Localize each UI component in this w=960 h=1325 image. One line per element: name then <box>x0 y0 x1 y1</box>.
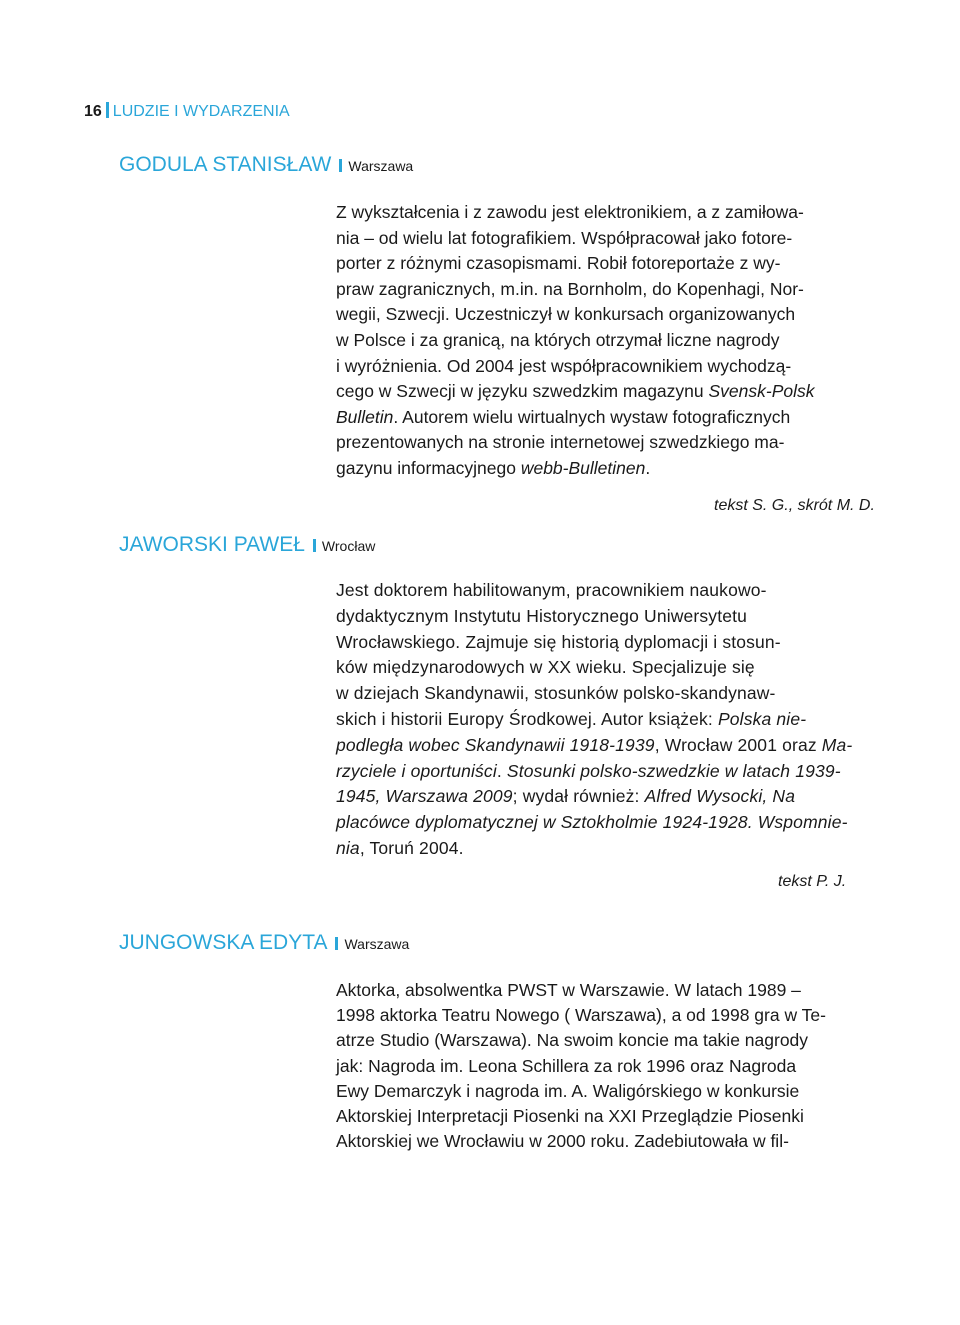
section-title: LUDZIE I WYDARZENIA <box>112 103 290 120</box>
bio-line <box>336 226 841 252</box>
text-run: dydaktycznym Instytutu Historycznego Uniwersytetu <box>336 605 747 626</box>
text-run: Aktorskiej Interpretacji Piosenki na XXI Przeglądzie Piosenki <box>336 1106 804 1127</box>
text-run: . Autorem wielu wirtualnych wystaw fotograficznych <box>393 406 791 427</box>
text-run: wegii, Szwecji. Uczestniczył w konkursach organizowanych <box>336 304 796 325</box>
bio-line <box>336 1028 841 1053</box>
italic-text: placówce dyplomatycznej w Sztokholmie 1924-1928. Wspomnie- <box>336 812 848 833</box>
text-run: Aktorskiej we Wrocławiu w 2000 roku. Zadebiutowała w fil- <box>336 1131 789 1152</box>
text-run: jak: Nagroda im. Leona Schillera za rok 1996 oraz Nagroda <box>336 1055 797 1076</box>
bio-line <box>336 604 841 630</box>
bio-line <box>336 1054 841 1079</box>
italic-text: Polska nie- <box>717 708 807 729</box>
text-run: i wyróżnienia. Od 2004 jest współpracownikiem wychodzą- <box>336 355 792 376</box>
bio-line <box>336 578 841 604</box>
page-number: 16 <box>84 103 102 120</box>
entry-heading-jungowska <box>119 929 409 958</box>
text-run: Aktorka, absolwentka PWST w Warszawie. W latach 1989 – <box>336 980 801 1000</box>
person-name: JUNGOWSKA EDYTA <box>119 931 328 954</box>
bio-line <box>336 1003 841 1028</box>
bio-line <box>336 707 841 733</box>
bio-line <box>336 1104 841 1129</box>
divider-bar <box>335 937 338 950</box>
bio-line <box>336 978 841 1003</box>
person-city: Warszawa <box>344 936 410 952</box>
italic-text: Alfred Wysocki, Na <box>644 786 796 807</box>
italic-text: Ma- <box>821 734 853 755</box>
text-run: Z wykształcenia i z zawodu jest elektronikiem, a z zamiłowa- <box>336 202 804 222</box>
bio-line <box>336 681 841 707</box>
text-run: w dziejach Skandynawii, stosunków polsko-skandynaw- <box>336 683 776 704</box>
bio-line <box>336 456 841 482</box>
person-name: JAWORSKI PAWEŁ <box>119 533 305 556</box>
bio-line <box>336 630 841 656</box>
text-run: gazynu informacyjnego <box>336 457 521 478</box>
text-run: cego w Szwecji w języku szwedzkim magazynu <box>336 381 709 402</box>
person-city: Wrocław <box>321 538 376 554</box>
text-run: porter z różnymi czasopismami. Robił fotoreportaże z wy- <box>336 253 781 274</box>
person-name: GODULA STANISŁAW <box>119 153 332 176</box>
entry-heading-godula <box>119 151 413 180</box>
text-run: prezentowanych na stronie internetowej szwedzkiego ma- <box>336 432 785 453</box>
text-run: . <box>496 760 507 781</box>
text-run: Ewy Demarczyk i nagroda im. A. Waligórskiego w konkursie <box>336 1080 800 1101</box>
page-header <box>84 100 290 124</box>
text-run: Jest doktorem habilitowanym, pracownikiem naukowo- <box>336 580 767 600</box>
text-run: ków międzynarodowych w XX wieku. Specjalizuje się <box>336 657 755 678</box>
text-credit-jaworski: tekst P. J. <box>778 873 847 890</box>
bio-line <box>336 328 841 354</box>
text-run: skich i historii Europy Środkowej. Autor książek: <box>336 708 718 729</box>
bio-line <box>336 836 841 862</box>
bio-line <box>336 302 841 328</box>
entry-heading-jaworski <box>119 531 375 560</box>
text-run: w Polsce i za granicą, na których otrzymał liczne nagrody <box>336 329 780 350</box>
bio-line <box>336 405 841 431</box>
text-run: ; wydał również: <box>512 786 645 807</box>
bio-line <box>336 1129 841 1154</box>
divider-bar <box>313 539 316 552</box>
text-run: Wrocławskiego. Zajmuje się historią dyplomacji i stosun- <box>336 631 781 652</box>
italic-text: nia <box>336 837 360 858</box>
bio-text-jaworski <box>336 578 853 862</box>
bio-line <box>336 277 841 303</box>
bio-line <box>336 430 841 456</box>
bio-line <box>336 379 841 405</box>
italic-text: podległa wobec Skandynawii 1918-1939 <box>336 734 655 755</box>
bio-line <box>336 733 853 759</box>
bio-line <box>336 251 841 277</box>
italic-text: rzyciele i oportuniści <box>336 760 497 781</box>
text-run: praw zagranicznych, m.in. na Bornholm, do Kopenhagi, Nor- <box>336 278 804 299</box>
bio-line <box>336 200 841 226</box>
bio-line <box>336 354 841 380</box>
bio-line <box>336 1079 841 1104</box>
text-run: 1998 aktorka Teatru Nowego ( Warszawa), a od 1998 gra w Te- <box>336 1005 826 1026</box>
person-city: Warszawa <box>348 158 414 174</box>
text-run: , Toruń 2004. <box>359 837 464 858</box>
text-run: atrze Studio (Warszawa). Na swoim koncie ma takie nagrody <box>336 1030 809 1051</box>
text-credit-godula: tekst S. G., skrót M. D. <box>714 497 875 514</box>
italic-text: Svensk-Polsk <box>708 381 815 402</box>
text-run: nia – od wielu lat fotografikiem. Współpracował jako fotore- <box>336 227 793 248</box>
bio-line <box>336 759 841 785</box>
bio-line <box>336 784 841 810</box>
bio-line <box>336 655 841 681</box>
divider-bar <box>106 102 109 118</box>
bio-line <box>336 810 848 836</box>
italic-text: 1945, Warszawa 2009 <box>336 786 513 807</box>
italic-text: webb-Bulletinen <box>520 457 646 478</box>
italic-text: Stosunki polsko-szwedzkie w latach 1939- <box>506 760 841 781</box>
bio-text-godula <box>336 200 841 482</box>
italic-text: Bulletin <box>336 406 394 427</box>
bio-text-jungowska <box>336 978 841 1154</box>
text-run: , Wrocław 2001 oraz <box>654 734 822 755</box>
divider-bar <box>339 159 342 172</box>
text-run: . <box>645 457 651 478</box>
